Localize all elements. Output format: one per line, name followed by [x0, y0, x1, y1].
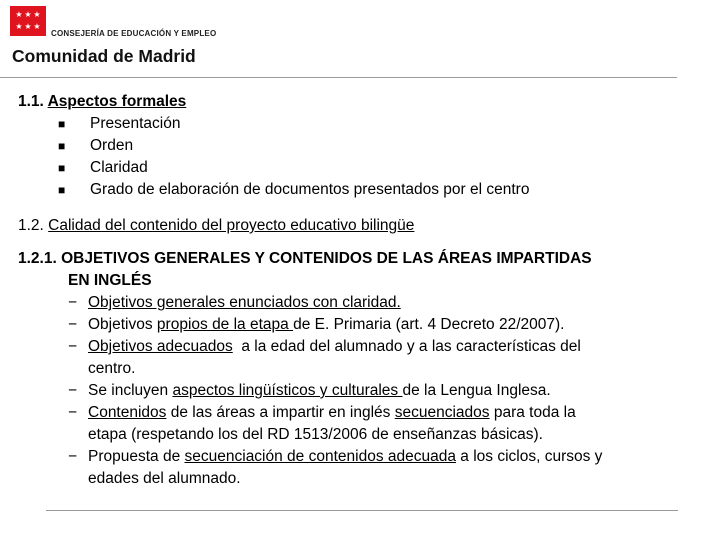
- list-item: − Se incluyen aspectos lingüísticos y culturales de la Lengua Inglesa.: [18, 380, 708, 402]
- section-title-continued: EN INGLÉS: [68, 272, 152, 289]
- section-title: Aspectos formales: [47, 93, 187, 110]
- section-title: OBJETIVOS GENERALES Y CONTENIDOS DE LAS ÁREAS IMPARTIDAS: [61, 250, 592, 267]
- department-name: CONSEJERÍA DE EDUCACIÓN Y EMPLEO: [51, 29, 217, 38]
- list-item: ■ Grado de elaboración de documentos presentados por el centro: [18, 179, 708, 201]
- spacer: [18, 201, 708, 215]
- section-1-2-1-heading: [18, 248, 708, 270]
- dash-bullet: −: [68, 382, 78, 399]
- dash-bullet: −: [68, 294, 78, 311]
- list-item: ■ Claridad: [18, 157, 708, 179]
- list-item: ■ Presentación: [18, 113, 708, 135]
- square-bullet-icon: ■: [58, 183, 66, 197]
- madrid-stars-flag-icon: ★ ★ ★ ★ ★ ★: [10, 6, 46, 36]
- footer-divider: [46, 510, 678, 511]
- dash-bullet: −: [68, 404, 78, 421]
- list-item-continued: etapa (respetando los del RD 1513/2006 de enseñanzas básicas).: [88, 426, 543, 443]
- square-bullet-icon: ■: [58, 117, 66, 131]
- list-item-continued: edades del alumnado.: [88, 470, 241, 487]
- list-item: − Propuesta de secuenciación de contenidos adecuada a los ciclos, cursos y: [18, 446, 708, 468]
- section-number: 1.2.: [18, 217, 44, 234]
- list-item: ■ Orden: [18, 135, 708, 157]
- list-item-continued: centro.: [88, 360, 136, 377]
- square-bullet-icon: ■: [58, 161, 66, 175]
- spacer: [18, 237, 708, 248]
- list-item: − Objetivos generales enunciados con claridad.: [18, 292, 708, 314]
- document-body: [18, 91, 708, 490]
- dash-bullet: −: [68, 448, 78, 465]
- section-title: Calidad del contenido del proyecto educativo bilingüe: [48, 217, 415, 234]
- list-item: − Contenidos de las áreas a impartir en inglés secuenciados para toda la: [18, 402, 708, 424]
- section-1-1-heading: [18, 91, 708, 113]
- organization-name: Comunidad de Madrid: [12, 46, 196, 66]
- square-bullet-icon: ■: [58, 139, 66, 153]
- dash-bullet: −: [68, 338, 78, 355]
- list-item: − Objetivos propios de la etapa de E. Primaria (art. 4 Decreto 22/2007).: [18, 314, 708, 336]
- section-number: 1.1.: [18, 93, 44, 110]
- header-divider: [0, 77, 677, 78]
- section-1-2-heading: [18, 215, 708, 237]
- dash-bullet: −: [68, 316, 78, 333]
- section-number: 1.2.1.: [18, 250, 57, 267]
- list-item: − Objetivos adecuados a la edad del alumnado y a las características del: [18, 336, 708, 358]
